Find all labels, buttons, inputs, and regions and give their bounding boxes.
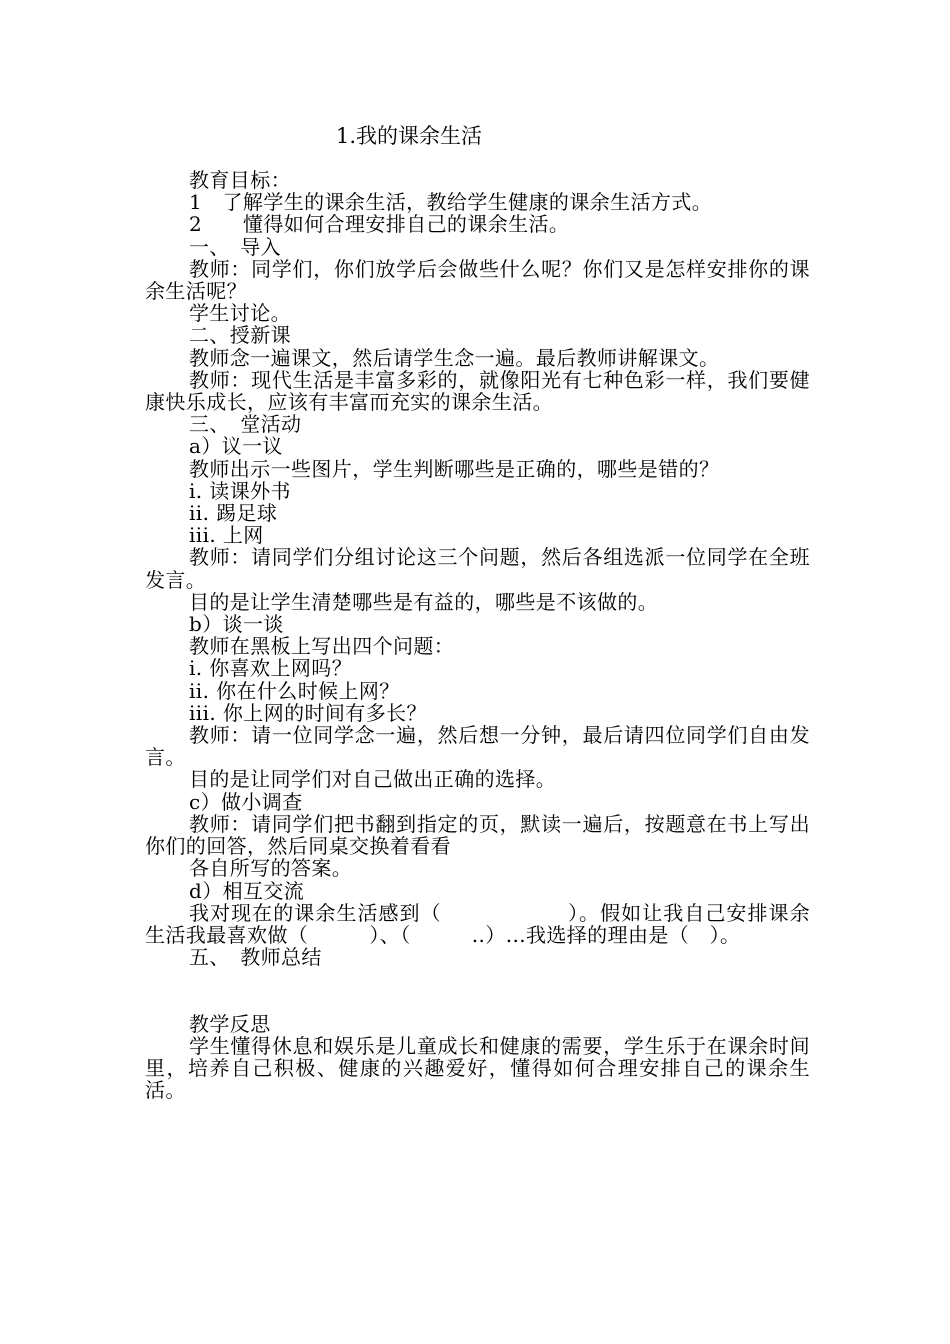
paragraph: 教师：现代生活是丰富多彩的，就像阳光有七种色彩一样，我们要健康快乐成长，应该有丰富而充实的课余生活。 bbox=[145, 367, 810, 415]
paragraph: 教师：请一位同学念一遍，然后想一分钟，最后请四位同学们自由发言。 bbox=[145, 723, 810, 770]
blank-line bbox=[145, 991, 810, 1013]
text-line: 学生讨论。 bbox=[189, 301, 291, 326]
text-line: ii. 你在什么时候上网？ bbox=[189, 678, 400, 703]
text-line: ii. 踢足球 bbox=[189, 501, 278, 526]
paragraph: 教师：请同学们分组讨论这三个问题，然后各组选派一位同学在全班发言。 bbox=[145, 545, 810, 592]
text-line: 三、 堂活动 bbox=[189, 412, 302, 437]
text-line: 教师出示一些图片，学生判断哪些是正确的，哪些是错的？ bbox=[189, 456, 720, 481]
text-line: 教师在黑板上写出四个问题： bbox=[189, 634, 455, 659]
text-line: d）相互交流 bbox=[189, 878, 305, 903]
text-line: i. 读课外书 bbox=[189, 478, 291, 503]
text-line: iii. 上网 bbox=[189, 523, 264, 548]
text-line: 目的是让学生清楚哪些是有益的，哪些是不该做的。 bbox=[189, 589, 659, 614]
text-line: 教育目标： bbox=[189, 168, 291, 192]
text-line: 一、 导入 bbox=[189, 234, 281, 259]
text-line: 五、 教师总结 bbox=[189, 945, 322, 970]
blank-line bbox=[145, 968, 810, 990]
text-line: i. 你喜欢上网吗？ bbox=[189, 656, 353, 681]
text-line: 目的是让同学们对自己做出正确的选择。 bbox=[189, 767, 557, 792]
text-line: iii. 你上网的时间有多长？ bbox=[189, 700, 427, 725]
document-title: 1.我的课余生活 bbox=[336, 124, 483, 148]
text-line: 教师念一遍课文，然后请学生念一遍。最后教师讲解课文。 bbox=[189, 345, 720, 370]
text-line: b）谈一谈 bbox=[189, 612, 284, 637]
text-line: c）做小调查 bbox=[189, 789, 303, 814]
paragraph: 学生懂得休息和娱乐是儿童成长和健康的需要，学生乐于在课余时间里，培养自己积极、健康的兴趣爱好，懂得如何合理安排自己的课余生活。 bbox=[145, 1033, 810, 1103]
paragraph: 教师：请同学们把书翻到指定的页，默读一遍后，按题意在书上写出你们的回答，然后同桌交换着看看 bbox=[145, 811, 810, 859]
text-line: 教学反思 bbox=[189, 1011, 271, 1036]
document-body bbox=[145, 169, 810, 1102]
paragraph: 教师：同学们，你们放学后会做些什么呢？你们又是怎样安排你的课余生活呢？ bbox=[145, 256, 810, 304]
text-line: 1 了解学生的课余生活，教给学生健康的课余生活方式。 bbox=[189, 190, 713, 215]
text-line: 2 懂得如何合理安排自己的课余生活。 bbox=[189, 212, 570, 237]
paragraph: 我对现在的课余生活感到（ ）。假如让我自己安排课余生活我最喜欢做（ ）、（ ..）...我选择的理由是（ ）。 bbox=[145, 900, 810, 947]
text-line: a）议一议 bbox=[189, 434, 283, 459]
text-line: 二、授新课 bbox=[189, 323, 291, 348]
text-line: 各自所写的答案。 bbox=[189, 856, 353, 881]
